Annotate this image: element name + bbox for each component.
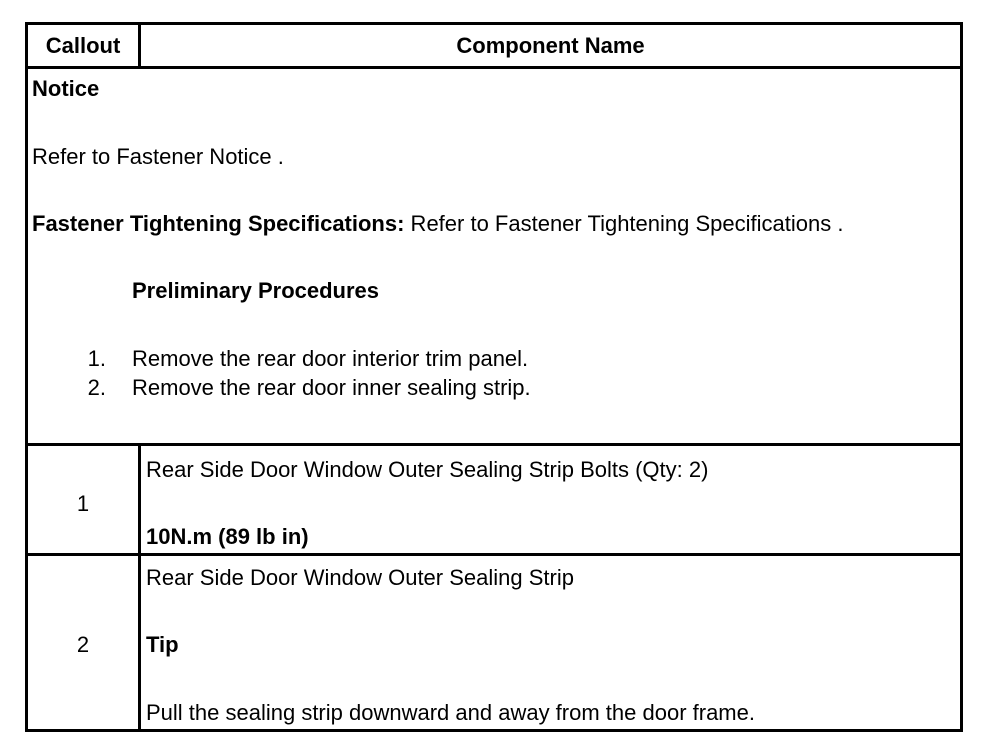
row-component-name: Rear Side Door Window Outer Sealing Strip Bolts (Qty: 2)	[146, 457, 709, 482]
row-component-name: Rear Side Door Window Outer Sealing Strip	[146, 565, 574, 590]
header-component-name: Component Name	[456, 33, 645, 58]
rows-column-divider	[138, 443, 141, 729]
row-divider	[28, 553, 960, 556]
notice-divider	[28, 443, 960, 446]
fastener-spec-text: Refer to Fastener Tightening Specifications .	[404, 211, 844, 236]
fastener-spec-label: Fastener Tightening Specifications:	[32, 211, 405, 236]
row-tip-text: Pull the sealing strip downward and away from the door frame.	[146, 700, 755, 725]
step-number: 2.	[87, 375, 106, 400]
component-table	[25, 22, 963, 732]
notice-refer-text: Refer to Fastener Notice .	[32, 144, 284, 169]
step-text: Remove the rear door inner sealing strip.	[132, 375, 531, 400]
header-callout: Callout	[45, 33, 121, 58]
row-callout: 1	[76, 491, 90, 516]
notice-title: Notice	[32, 76, 100, 101]
preliminary-procedures-title: Preliminary Procedures	[132, 278, 380, 303]
row-tip-label: Tip	[146, 632, 179, 657]
step-number: 1.	[87, 346, 106, 371]
row-torque: 10N.m (89 lb in)	[146, 524, 309, 549]
header-divider	[28, 66, 960, 69]
fastener-spec-line	[32, 211, 843, 237]
step-text: Remove the rear door interior trim panel.	[132, 346, 529, 371]
row-callout: 2	[76, 632, 90, 657]
